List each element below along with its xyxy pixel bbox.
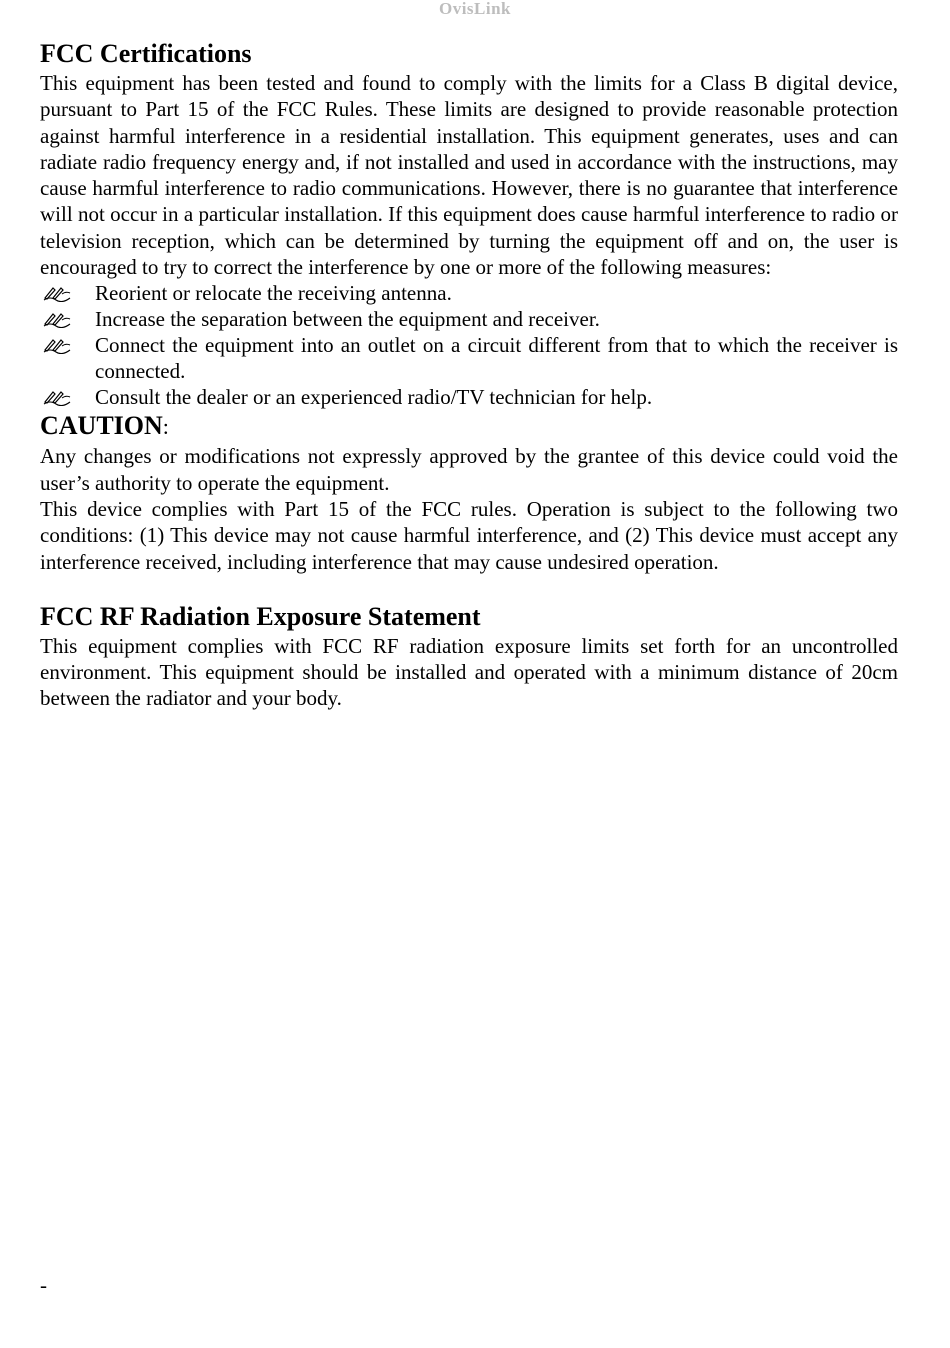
measure-text: Reorient or relocate the receiving antenna.	[95, 281, 452, 306]
pencil-writing-icon	[42, 282, 72, 302]
fcc-intro-paragraph: This equipment has been tested and found to comply with the limits for a Class B digital device, pursuant to Part 15 of the FCC Rules. These limits are designed to provide reasonable protection against harmful interference in a residential installation. This equipment generates, uses and can radiate radio frequency energy and, if not installed and used in accordance with the instructions, may cause harmful interference to radio communications. However, there is no guarantee that interference will not occur in a particular installation. If this equipment does cause harmful interference to radio or television reception, which can be determined by turning the equipment off and on, the user is encouraged to try to correct the interference by one or more of the following measures:	[40, 71, 898, 280]
measures-list	[40, 280, 898, 410]
caution-heading	[40, 410, 898, 443]
pencil-writing-icon	[42, 386, 72, 406]
header-brand: OvisLink	[438, 0, 512, 18]
list-item	[40, 280, 898, 306]
measure-text: Consult the dealer or an experienced radio/TV technician for help.	[95, 385, 653, 410]
footer-mark: -	[40, 1273, 47, 1297]
caution-word: CAUTION	[40, 411, 163, 441]
list-item	[40, 332, 898, 384]
fcc-certifications-heading: FCC Certifications	[40, 39, 252, 68]
caution-colon: :	[162, 414, 169, 440]
rf-exposure-heading: FCC RF Radiation Exposure Statement	[40, 601, 481, 631]
measure-text: Connect the equipment into an outlet on a circuit different from that to which the receiver is connected.	[95, 333, 898, 384]
list-item	[40, 384, 898, 410]
section-spacer	[40, 575, 898, 601]
pencil-writing-icon	[42, 308, 72, 328]
measure-text: Increase the separation between the equipment and receiver.	[95, 307, 600, 332]
list-item	[40, 306, 898, 332]
caution-paragraph-part15: This device complies with Part 15 of the FCC rules. Operation is subject to the following two conditions: (1) This device may not cause harmful interference, and (2) This device must accept any interference received, including interference that may cause undesired operation.	[40, 496, 898, 574]
pencil-writing-icon	[42, 334, 72, 354]
rf-exposure-paragraph: This equipment complies with FCC RF radiation exposure limits set forth for an uncontrolled environment. This equipment should be installed and operated with a minimum distance of 20cm between the radiator and your body.	[40, 633, 898, 711]
document-body	[40, 38, 898, 712]
caution-paragraph-modifications: Any changes or modifications not expressly approved by the grantee of this device could void the user’s authority to operate the equipment.	[40, 444, 898, 495]
